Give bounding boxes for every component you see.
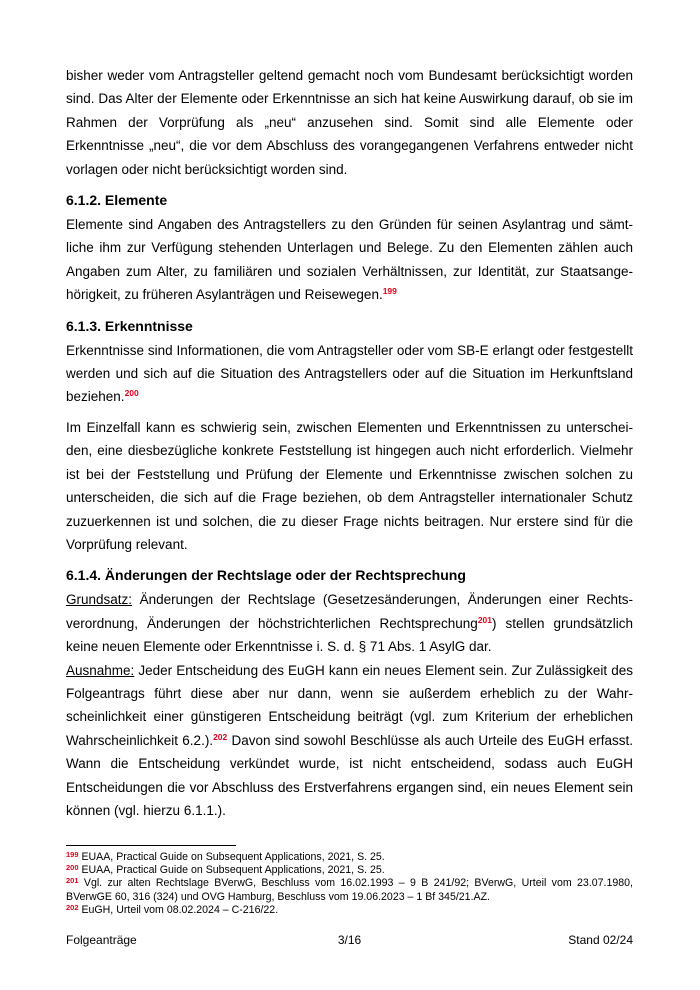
footnote-text: EUAA, Practical Guide on Subsequent Applications, 2021, S. 25. xyxy=(78,864,385,877)
footnotes-section xyxy=(66,845,633,917)
paragraph-intro: bisher weder vom Antragsteller geltend gemacht noch vom Bundesamt berücksichtigt worden sind. Das Alter der Elemente oder Erkenntnisse an sich hat keine Auswirkung darauf, ob sie im Rahmen der Vorprüfung als „neu“ anzusehen sind. Somit sind alle Elemente oder Erkenntnisse „neu“, die vor dem Abschluss des vorangegangenen Verfahrens entweder nicht vorlagen oder nicht berücksichtigt worden sind. xyxy=(66,68,633,177)
footnote-202 xyxy=(66,904,633,917)
paragraph-erkenntnisse-text: Erkenntnisse sind Informationen, die vom Antragsteller oder vom SB-E erlangt oder festgestellt werden und sich auf die Situation des Antragstellers oder auf die Situation im Herkunftsland beziehen. xyxy=(66,342,633,405)
paragraph-elemente-text: Elemente sind Angaben des Antragstellers zu den Gründen für seinen Asylantrag und sämtliche ihm zur Verfügung stehenden Unterlagen und Belege. Zu den Elementen zählen auch Angaben zum Alter, zu familiären und sozialen Verhältnissen, zur Identität, zur Staatsangehörigkeit, zu früheren Asylanträgen und Reisewegen. xyxy=(66,217,633,303)
footnote-ref-199[interactable]: 199 xyxy=(382,286,397,297)
paragraph-erkenntnisse xyxy=(66,339,633,409)
footer-page-number: 3/16 xyxy=(337,933,362,947)
ausnahme-text-a: Jeder Entscheidung des EuGH kann ein neues Element sein. Zur Zulässigkeit des Folgeantrags führt diese aber nur dann, wenn sie außerdem erheblich zu der Wahrscheinlichkeit einer günstigeren Entscheidung beiträgt (vgl. zum Kriterium der erheblichen Wahrscheinlichkeit 6.2.). xyxy=(66,662,633,748)
footnote-201 xyxy=(66,877,633,903)
footer-version: Stand 02/24 xyxy=(568,933,633,947)
footnote-200 xyxy=(66,864,633,877)
heading-6-1-2: 6.1.2. Elemente xyxy=(66,192,168,209)
footer-document-title: Folgeanträge xyxy=(66,933,137,947)
footnote-text: EuGH, Urteil vom 08.02.2024 – C-216/22. xyxy=(78,903,279,916)
paragraph-einzelfall: Im Einzelfall kann es schwierig sein, zwischen Elementen und Erkenntnissen zu unterscheiden, eine diesbezügliche konkrete Feststellung ist hingegen auch nicht erforderlich. Vielmehr ist bei der Feststellung und Prüfung der Elemente und Erkenntnisse zwischen solchen zu unterscheiden, die sich auf die Frage beziehen, ob dem Antragsteller internationaler Schutz zuzuerkennen ist und solchen, die zu dieser Frage nichts beitragen. Nur erstere sind für die Vorprüfung relevant. xyxy=(66,419,633,552)
paragraph-grundsatz xyxy=(66,588,633,658)
footnote-ref-200[interactable]: 200 xyxy=(124,388,139,399)
footnote-ref-201[interactable]: 201 xyxy=(477,614,493,625)
footnote-199 xyxy=(66,851,633,864)
footnote-text: EUAA, Practical Guide on Subsequent Applications, 2021, S. 25. xyxy=(78,851,385,863)
ausnahme-text-b: Davon sind sowohl Beschlüsse als auch Urteile des EuGH erfasst. Wann die Entscheidung verkündet wurde, ist nicht entscheidend, sodass auch EuGH Entscheidungen die vor Abschluss des Erstverfahrens ergangen sind, ein neues Element sein können (vgl. hierzu 6.1.1.). xyxy=(66,732,633,818)
page-body xyxy=(66,64,633,822)
footnote-ref-202[interactable]: 202 xyxy=(213,731,228,742)
footnote-number: 202 xyxy=(66,902,79,912)
grundsatz-label: Grundsatz: xyxy=(66,592,133,608)
footnote-number: 200 xyxy=(66,863,79,873)
grundsatz-text-b: ) stellen grundsätzlich keine neuen Elemente oder Erkenntnisse i. S. d. § 71 Abs. 1 AsylG dar. xyxy=(66,615,633,655)
footnote-divider xyxy=(66,845,236,846)
heading-6-1-3: 6.1.3. Erkenntnisse xyxy=(66,317,193,334)
footnote-text: Vgl. zur alten Rechtslage BVerwG, Beschluss vom 16.02.1993 – 9 B 241/92; BVerwG, Urteil vom 23.07.1980, BVerwGE 60, 316 (324) und OVG Hamburg, Beschluss vom 19.06.2023 – 1 Bf 345/21.AZ. xyxy=(66,877,633,903)
grundsatz-text-a: Änderungen der Rechtslage (Gesetzesänderungen, Änderungen einer Rechtsverordnung, Änderungen der höchstrichterlichen Rechtsprechung xyxy=(66,592,633,631)
heading-6-1-4: 6.1.4. Änderungen der Rechtslage oder der Rechtsprechung xyxy=(66,567,466,584)
ausnahme-label: Ausnahme: xyxy=(66,662,135,678)
footnote-number: 199 xyxy=(66,850,79,859)
paragraph-ausnahme xyxy=(66,659,633,823)
paragraph-elemente xyxy=(66,213,633,307)
footnote-number: 201 xyxy=(66,876,79,886)
